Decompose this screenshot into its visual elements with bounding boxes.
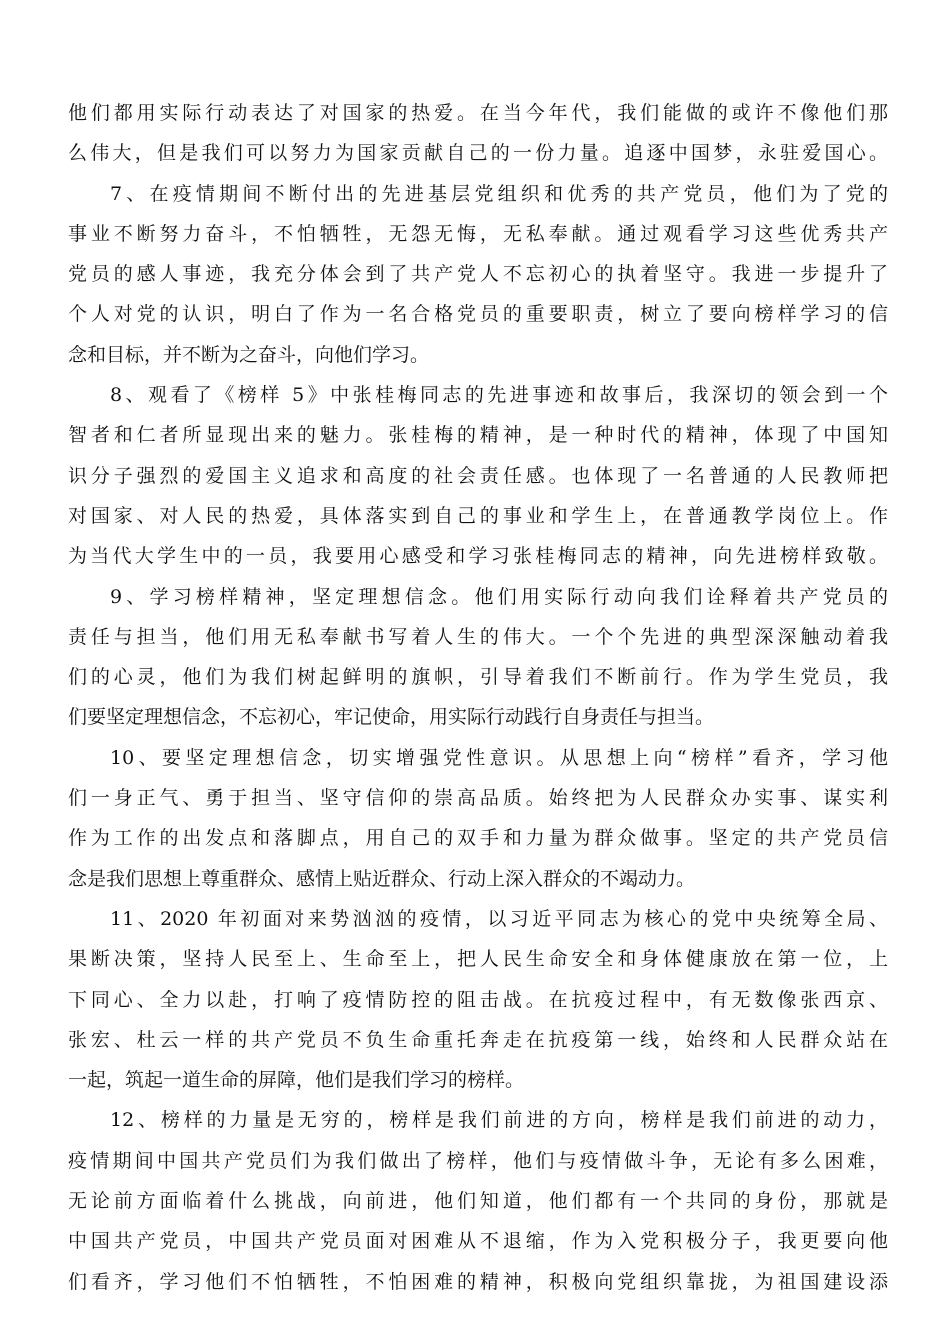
body-text xyxy=(68,93,888,1302)
text-line: 个人对党的认识，明白了作为一名合格党员的重要职责，树立了要向榜样学习的信 xyxy=(68,303,888,326)
text-line: 念是我们思想上尊重群众、感情上贴近群众、行动上深入群众的不竭动力。 xyxy=(68,867,696,890)
paragraph-10-start: 10、要坚定理想信念，切实增强党性意识。从思想上向“榜样”看齐，学习他 xyxy=(110,746,888,769)
text-line: 们的心灵，他们为我们树起鲜明的旗帜，引导着我们不断前行。作为学生党员，我 xyxy=(68,666,888,689)
paragraph-8-start: 8、观看了《榜样 5》中张桂梅同志的先进事迹和故事后，我深切的领会到一个 xyxy=(110,384,888,407)
text-line: 对国家、对人民的热爱，具体落实到自己的事业和学生上，在普通教学岗位上。作 xyxy=(68,504,888,527)
text-line: 作为工作的出发点和落脚点，用自己的双手和力量为群众做事。坚定的共产党员信 xyxy=(68,827,888,850)
text-line: 识分子强烈的爱国主义追求和高度的社会责任感。也体现了一名普通的人民教师把 xyxy=(68,464,888,487)
text-line: 们要坚定理想信念，不忘初心，牢记使命，用实际行动践行自身责任与担当。 xyxy=(68,706,715,729)
paragraph-12-start: 12、榜样的力量是无穷的，榜样是我们前进的方向，榜样是我们前进的动力， xyxy=(110,1109,888,1132)
text-line: 一起，筑起一道生命的屏障，他们是我们学习的榜样。 xyxy=(68,1069,525,1092)
paragraph-7-start: 7、在疫情期间不断付出的先进基层党组织和优秀的共产党员，他们为了党的 xyxy=(110,182,888,205)
text-line: 们看齐，学习他们不怕牺牲，不怕困难的精神，积极向党组织靠拢，为祖国建设添 xyxy=(68,1270,888,1293)
text-line: 么伟大，但是我们可以努力为国家贡献自己的一份力量。追逐中国梦，永驻爱国心。 xyxy=(68,142,888,165)
text-line: 为当代大学生中的一员，我要用心感受和学习张桂梅同志的精神，向先进榜样致敬。 xyxy=(68,545,888,568)
text-line: 智者和仁者所显现出来的魅力。张桂梅的精神，是一种时代的精神，体现了中国知 xyxy=(68,424,888,447)
text-line: 党员的感人事迹，我充分体会到了共产党人不忘初心的执着坚守。我进一步提升了 xyxy=(68,263,888,286)
text-line: 念和目标，并不断为之奋斗，向他们学习。 xyxy=(68,343,430,366)
text-line: 事业不断努力奋斗，不怕牺牲，无怨无悔，无私奉献。通过观看学习这些优秀共产 xyxy=(68,222,888,245)
text-line: 们一身正气、勇于担当、坚守信仰的崇高品质。始终把为人民群众办实事、谋实利 xyxy=(68,787,888,810)
text-line: 下同心、全力以赴，打响了疫情防控的阻击战。在抗疫过程中，有无数像张西京、 xyxy=(68,988,888,1011)
paragraph-11-start: 11、2020 年初面对来势汹汹的疫情，以习近平同志为核心的党中央统筹全局、 xyxy=(110,907,888,930)
text-line: 果断决策，坚持人民至上、生命至上，把人民生命安全和身体健康放在第一位，上 xyxy=(68,948,888,971)
text-line: 无论前方面临着什么挑战，向前进，他们知道，他们都有一个共同的身份，那就是 xyxy=(68,1190,888,1213)
text-line: 中国共产党员，中国共产党员面对困难从不退缩，作为入党积极分子，我更要向他 xyxy=(68,1230,888,1253)
text-line: 疫情期间中国共产党员们为我们做出了榜样，他们与疫情做斗争，无论有多么困难， xyxy=(68,1149,888,1172)
text-line: 责任与担当，他们用无私奉献书写着人生的伟大。一个个先进的典型深深触动着我 xyxy=(68,625,888,648)
text-line: 他们都用实际行动表达了对国家的热爱。在当今年代，我们能做的或许不像他们那 xyxy=(68,102,888,124)
paragraph-9-start: 9、学习榜样精神，坚定理想信念。他们用实际行动向我们诠释着共产党员的 xyxy=(110,585,888,608)
text-line: 张宏、杜云一样的共产党员不负生命重托奔走在抗疫第一线，始终和人民群众站在 xyxy=(68,1028,888,1051)
